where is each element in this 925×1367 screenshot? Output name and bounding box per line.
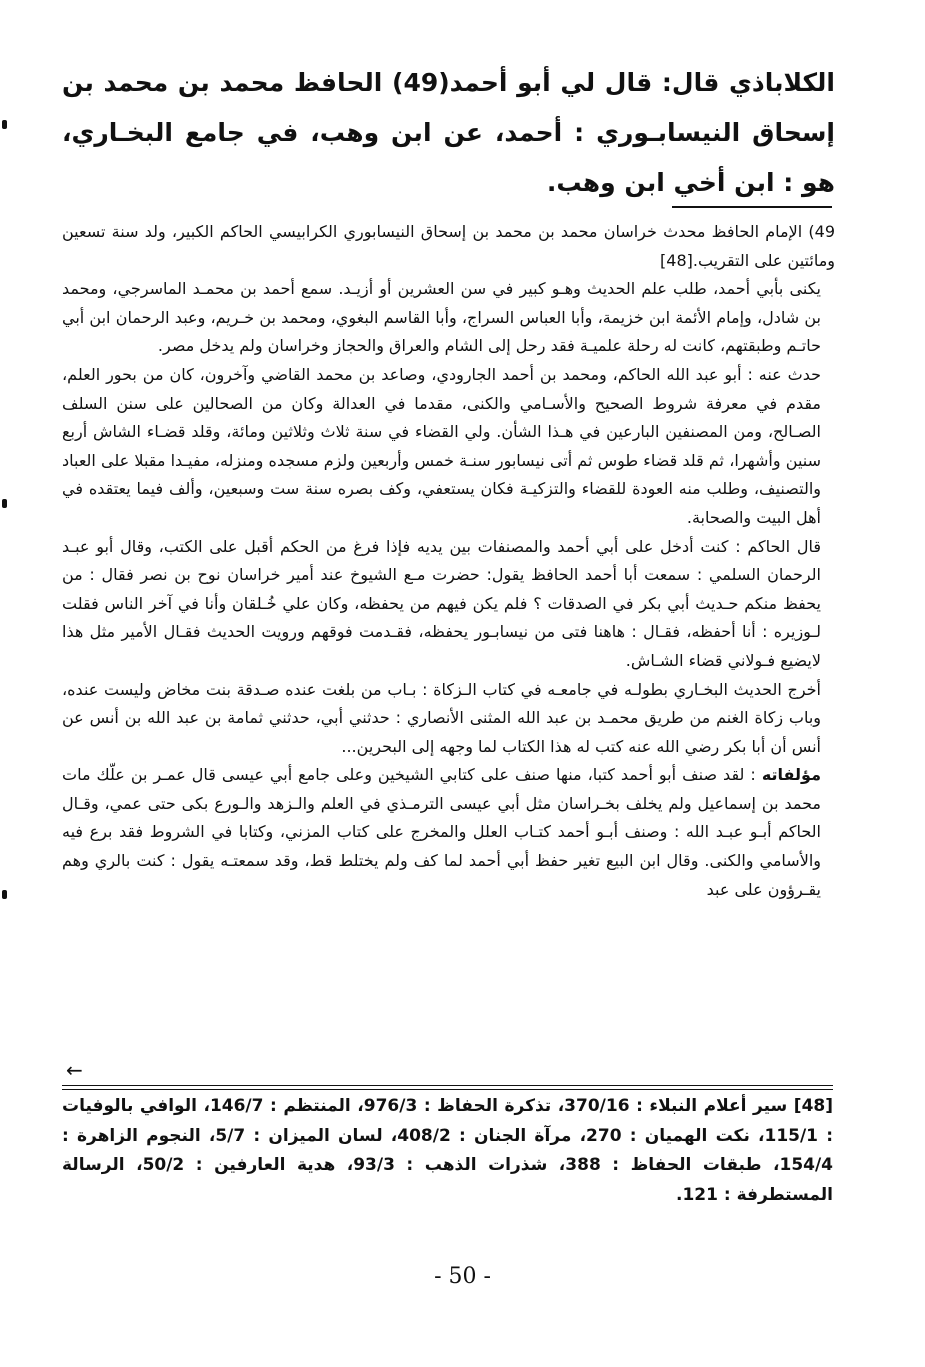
footnote-line: أخرج الحديث البخـاري بطولـه في جامعـه في كتاب الـزكاة : بـاب من بلغت عنده صـدقة بنت مخاض وليست عنده، وباب زكاة الغنم من طريق محمـد بن عبد الله المثنى الأنصاري : حدثني أبي، حدثني ثمامة بن عبد الله بن أنس عن أنس أن أبا بكر رضي الله عنه كتب له هذا الكتاب لما وجهه إلى البحرين... [62,679,821,756]
scan-mark [2,120,7,129]
page-number: - 50 - [434,1264,491,1289]
works-text: : لقد صنف أبو أحمد كتبا، منها صنف على كتابي الشيخين وعلى جامع أبي عيسى قال عمـر بن علّك مات محمد بن إسماعيل ولم يخلف بخـراسان مثل أبي عيسى الترمـذي في العلم والـزهد والـورع بكى حتى عمي، وقـال الحاكم أبـو عبـد الله : وصنف أبـو أحمد كتـاب العلل والمخرج على كتاب المزني، وكتابا في الشروط فقد برع فيه والأسامي والكنى. وقال ابن البيع تغير حفظ أبي أحمد لما كف ولم يختلط قط، وقد سمعتـه يقول : كنت بالري وهم يقـرؤون على عبد [62,765,821,899]
continue-arrow-icon: ← [66,1058,83,1082]
footnote-line: قال الحاكم : كنت أدخل على أبي أحمد والمصنفات بين يديه فإذا فرغ من الحكم أقبل على الكتب، وقال أبو عبـد الرحمان السلمي : سمعت أبا أحمد الحافظ يقول: حضرت مـع الشيوخ عند أمير خراسان نوح بن نصر فقال : من يحفظ منكم حـديث أبي بكر في الصدقات ؟ فلم يكن فيهم من يحفظه، وكان علي خُـلقان وأنا في آخر الناس فقلت لـوزيره : أنا أحفظه، فقـال : هاهنا فتى من نيسابـور يحفظه، فقـدمت فوقهم ورويت الحديث فقـال الأمير مثل هذا لايضيع فـولاني قضاء الشـاش. [62,536,821,670]
references-text: [48] سير أعلام النبلاء : 370/16، تذكرة الحفاظ : 976/3، المنتظم : 146/7، الوافي بالوفيات : 115/1، نكت الهميان : 270، مرآة الجنان : 408/2، لسان الميزان : 5/7، النجوم الزاهرة : 154/4، طبقات الحفاظ : 388، شذرات الذهب : 93/3، هدية العارفين : 50/2، الرسالة المستطرفة : 121. [62,1096,834,1205]
references-block [62,1092,833,1210]
scan-mark [2,890,7,899]
works-paragraph [62,761,835,904]
footnote-line: يكنى بأبي أحمد، طلب علم الحديث وهـو كبير في سن العشرين أو أزيـد. سمع أحمد بن محمـد الماسرجي، ومحمد بن شادل، وإمام الأئمة ابن خزيمة، وأبا العباس السراج، وأبا القاسم البغوي، ومحمد بن خـريم، وعبد الرحمان ابن أبي حاتـم وطبقتهم، كانت له رحلة علميـة فقد رحل إلى الشام والعراق والحجاز وخراسان ولم يدخل مصر. [62,279,821,356]
scan-mark [2,499,7,508]
footnote-line: حدث عنه : أبو عبد الله الحاكم، ومحمد بن أحمد الجارودي، وصاعد بن محمد القاضي وآخرون، كان من بحور العلم، مقدم في معرفة شروط الصحيح والأسـامي والكنى، مقدما في العدالة وكان من الصحالين على سنن السلف الصـالح، ومن المصنفين البارعين في هـذا الشأن. ولي القضاء في سنة ثلاث وثلاثين ومائة، وقلد قضـاء الشاش أربع سنين وأشهرا، ثم قلد قضاء طوس ثم أتى نيسابور سنـة خمس وأربعين ولزم مسجده ومنزله، مفيـدا مقبلا على العباد والتصنيف، وطلب منه العودة للقضاء والتزكيـة فكان يستعفي، وكف بصره سنة ست وسبعين، وألف فيما يعتقده في أهل البيت والصحابة. [62,364,821,527]
works-label: مؤلفاته [761,765,821,785]
footnote-separator [672,206,832,208]
main-paragraph: الكلاباذي قال: قال لي أبو أحمد(49) الحافظ محمد بن محمد بن إسحاق النيسابـوري : أحمد، عن ابن وهب، في جامع البخـاري، هو : ابن أخي ابن وهب. [62,68,835,197]
footnote-line: 49) الإمام الحافظ محدث خراسان محمد بن محمد بن إسحاق النيسابوري الكرابيسي الحاكم الكبير، ولد سنة تسعين ومائتين على التقريب.[48] [62,222,835,270]
biographical-footnote [62,218,835,904]
references-separator [62,1085,833,1090]
